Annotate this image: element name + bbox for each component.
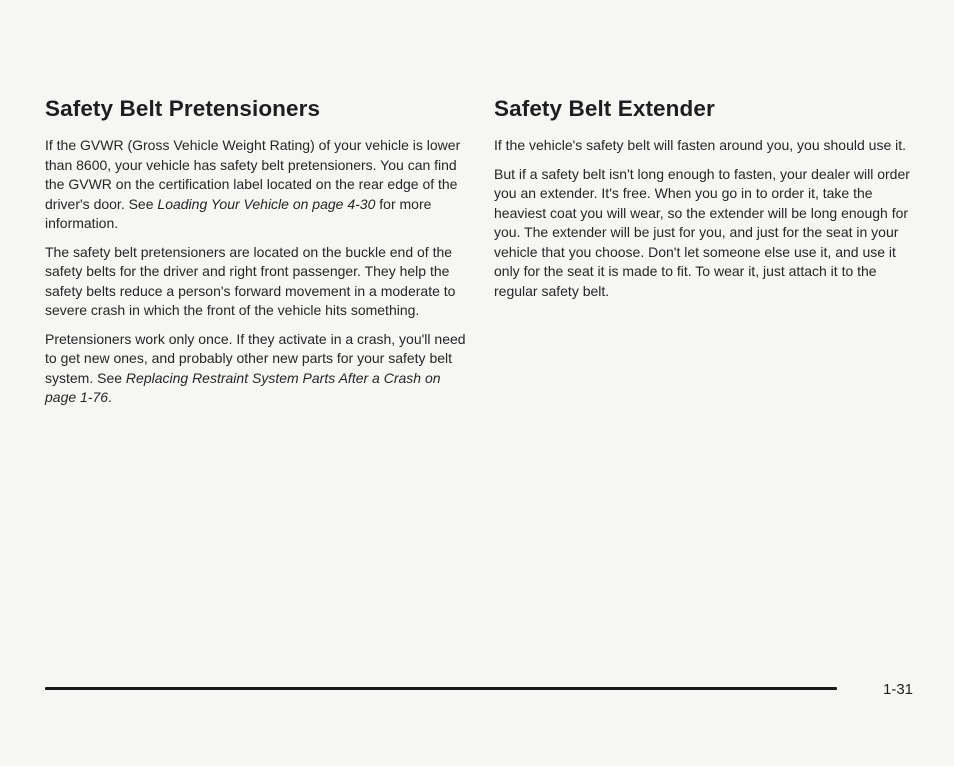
section-heading-pretensioners: Safety Belt Pretensioners (45, 96, 321, 121)
section-heading-extender: Safety Belt Extender (494, 96, 715, 121)
paragraph-gvwr-tail: for more information. (45, 195, 432, 231)
left-column (45, 96, 470, 417)
paragraph-work-once (45, 330, 470, 408)
paragraph-extender: But if a safety belt isn't long enough to fasten, your dealer will order you an extender. It's free. When you go in to order it, take the heaviest coat you will wear, so the extender will be long enough for you. The extender will be just for you, and just for the seat in your vehicle that you choose. Don't let someone else use it, and use it only for the seat it is made to fit. To wear it, just attach it to the regular safety belt. (494, 165, 910, 299)
paragraph-location: The safety belt pretensioners are located on the buckle end of the safety belts for the driver and right front passenger. They help the safety belts reduce a person's forward movement in a moderate to severe crash in which the front of the vehicle hits something. (45, 243, 456, 318)
footer-rule (45, 687, 837, 690)
paragraph-work-once-text: Pretensioners work only once. If they activate in a crash, you'll need to get new ones, and probably other new parts for your safety belt system. See (45, 330, 466, 386)
paragraph-gvwr-text: If the GVWR (Gross Vehicle Weight Rating) of your vehicle is lower than 8600, your vehicle has safety belt pretensioners. You can find the GVWR on the certification label located on the rear edge of the driver's door. See (45, 137, 461, 212)
paragraph-gvwr (45, 136, 470, 234)
cross-reference-loading-vehicle: Loading Your Vehicle on page 4-30 (157, 195, 376, 212)
right-column (494, 96, 924, 310)
page-number: 1-31 (883, 681, 914, 698)
paragraph-work-once-tail: . (108, 389, 112, 405)
paragraph-use-belt: If the vehicle's safety belt will fasten around you, you should use it. (494, 137, 907, 153)
cross-reference-replacing-parts: Replacing Restraint System Parts After a Crash on page 1-76 (45, 369, 441, 405)
